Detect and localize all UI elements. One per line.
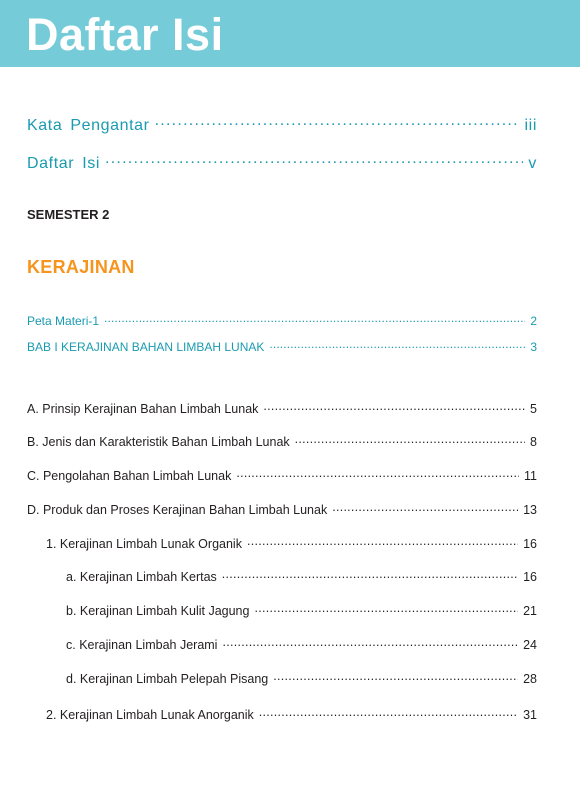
toc-entry-b[interactable]	[0, 433, 580, 449]
leader-dots	[259, 706, 518, 719]
toc-entry-label: d. Kerajinan Limbah Pelepah Pisang	[66, 671, 269, 686]
toc-entry-page: 11	[524, 468, 537, 483]
leader-dots	[247, 535, 518, 548]
toc-entry-d-2[interactable]	[0, 706, 580, 722]
toc-entry-page: 24	[523, 637, 537, 652]
toc-entry-page: 16	[523, 569, 537, 584]
toc-entry-label: c. Kerajinan Limbah Jerami	[66, 637, 218, 652]
toc-entry-d-1-a[interactable]	[0, 568, 580, 584]
toc-entry-page: 5	[530, 401, 537, 416]
toc-entry-peta-materi[interactable]	[0, 313, 580, 328]
leader-dots	[263, 400, 525, 413]
leader-dots	[104, 313, 525, 325]
leader-dots	[236, 467, 519, 480]
toc-entry-bab-1[interactable]	[0, 339, 580, 354]
toc-entry-label: 1. Kerajinan Limbah Lunak Organik	[46, 536, 242, 551]
toc-entry-label: A. Prinsip Kerajinan Bahan Limbah Lunak	[27, 401, 259, 416]
toc-entry-label: b. Kerajinan Limbah Kulit Jagung	[66, 603, 250, 618]
toc-entry-page: 16	[523, 536, 537, 551]
toc-entry-d-1[interactable]	[0, 535, 580, 551]
leader-dots	[273, 670, 518, 683]
toc-entry-c[interactable]	[0, 467, 580, 483]
toc-entry-label: Kata Pengantar	[27, 117, 150, 134]
leader-dots	[295, 433, 525, 446]
leader-dots	[332, 501, 518, 514]
toc-entry-label: Peta Materi-1	[27, 314, 100, 328]
leader-dots	[155, 114, 520, 130]
leader-dots	[254, 602, 518, 615]
leader-dots	[222, 636, 518, 649]
page-title: Daftar Isi	[26, 9, 224, 60]
header-banner	[0, 0, 580, 67]
toc-entry-page: 31	[523, 707, 537, 722]
toc-entry-page: 8	[530, 434, 537, 449]
semester-label: SEMESTER 2	[27, 207, 110, 222]
toc-entry-page: 21	[523, 603, 537, 618]
toc-entry-page: iii	[524, 117, 537, 134]
leader-dots	[269, 339, 525, 351]
toc-entry-label: D. Produk dan Proses Kerajinan Bahan Limbah Lunak	[27, 502, 328, 517]
toc-entry-page: 28	[523, 671, 537, 686]
toc-entry-label: B. Jenis dan Karakteristik Bahan Limbah Lunak	[27, 434, 290, 449]
toc-entry-page: 3	[530, 340, 537, 354]
toc-entry-page: v	[528, 155, 537, 172]
section-heading: KERAJINAN	[27, 257, 135, 277]
toc-entry-kata-pengantar[interactable]	[0, 114, 580, 135]
toc-entry-label: BAB I KERAJINAN BAHAN LIMBAH LUNAK	[27, 340, 265, 354]
toc-entry-label: C. Pengolahan Bahan Limbah Lunak	[27, 468, 232, 483]
toc-entry-d[interactable]	[0, 501, 580, 517]
leader-dots	[105, 152, 523, 168]
toc-entry-d-1-c[interactable]	[0, 636, 580, 652]
leader-dots	[222, 568, 518, 581]
toc-entry-page: 13	[523, 502, 537, 517]
toc-entry-label: 2. Kerajinan Limbah Lunak Anorganik	[46, 707, 254, 722]
toc-entry-daftar-isi[interactable]	[0, 152, 580, 173]
toc-entry-a[interactable]	[0, 400, 580, 416]
toc-entry-page: 2	[530, 314, 537, 328]
toc-entry-label: Daftar Isi	[27, 155, 101, 172]
toc-entry-d-1-d[interactable]	[0, 670, 580, 686]
toc-entry-d-1-b[interactable]	[0, 602, 580, 618]
toc-entry-label: a. Kerajinan Limbah Kertas	[66, 569, 217, 584]
